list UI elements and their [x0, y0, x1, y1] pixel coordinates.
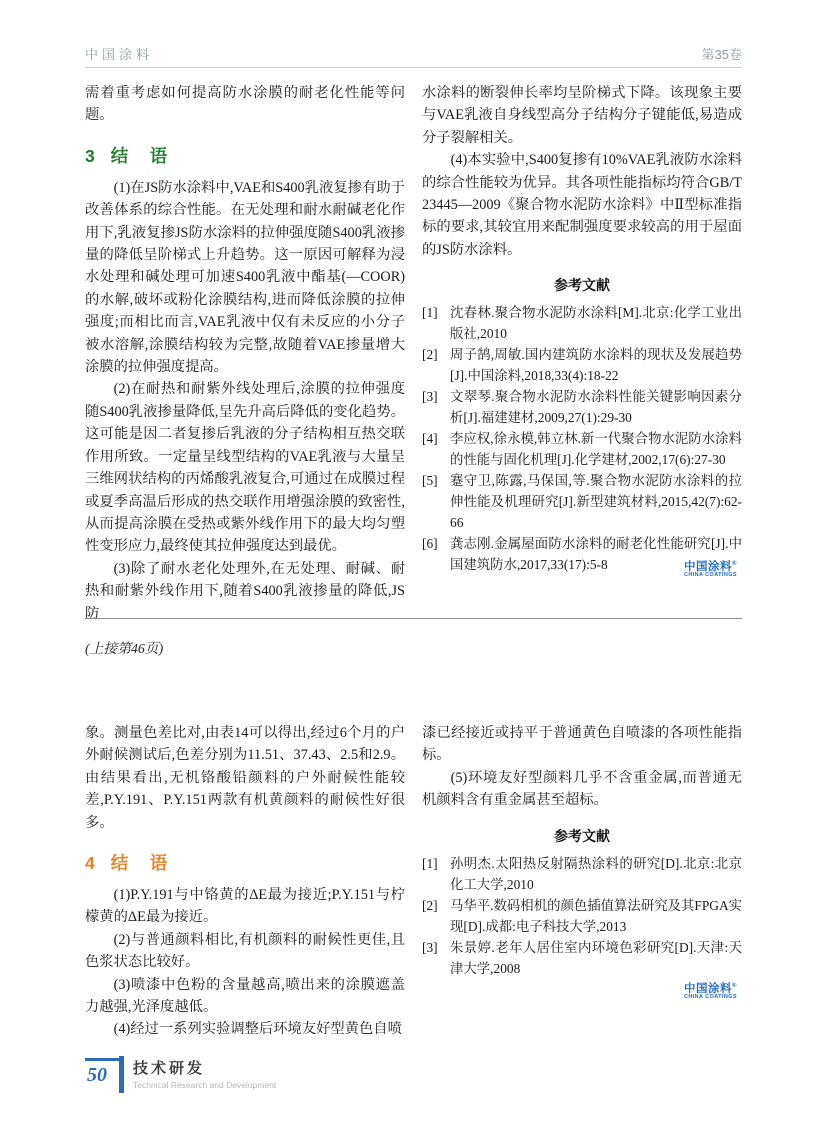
paragraph: (5)环境友好型颜料几乎不含重金属,而普通无机颜料含有重金属甚至超标。: [422, 769, 742, 809]
footer-section-title-en: Technical Research and Development: [133, 1079, 277, 1090]
paragraph: (4)经过一系列实验调整后环境友好型黄色自喷: [113, 1021, 402, 1038]
footer-section-title-cn: 技术研发: [133, 1060, 206, 1077]
reference-item: [422, 386, 742, 428]
references-title: 参考文献: [554, 829, 610, 845]
volume-label: 第35卷: [701, 47, 742, 62]
china-coatings-logo-subtext: CHINA COATINGS: [684, 572, 737, 579]
page-footer: [85, 1056, 276, 1093]
paragraph: (4)本实验中,S400复掺有10%VAE乳液防水涂料的综合性能较为优异。其各项性能指标均符合GB/T 23445—2009《聚合物水泥防水涂料》中Ⅱ型标准指标的要求,其较宜用来配制强度要求较高的用于屋面的JS防水涂料。: [422, 152, 742, 258]
reference-number: [1]: [422, 305, 438, 321]
reference-text: 李应权,徐永模,韩立林.新一代聚合物水泥防水涂料的性能与固化机理[J].化学建材,2002,17(6):27-30: [450, 431, 742, 468]
journal-name: 中国涂料: [85, 47, 154, 62]
reference-number: [2]: [422, 347, 438, 363]
article1-left-column: [85, 82, 405, 622]
china-coatings-logo-text: 中国涂料®: [684, 982, 737, 995]
section-heading-conclusion-3: [85, 143, 405, 168]
references-list: [422, 853, 742, 979]
paragraph: (3)喷漆中色粉的含量越高,喷出来的涂膜遮盖力越强,光泽度越低。: [85, 976, 405, 1016]
reference-item: [422, 344, 742, 386]
references-list: [422, 302, 742, 579]
reference-text: 龚志刚.金属屋面防水涂料的耐老化性能研究[J].中国建筑防水,2017,33(17):5-8: [450, 536, 742, 573]
article2-left-column: [85, 722, 405, 1038]
reference-item: [422, 895, 742, 937]
article-2: [85, 722, 743, 1038]
logo-row: [422, 983, 742, 1001]
reference-number: [6]: [422, 536, 438, 552]
reference-item: [422, 470, 742, 533]
article1-right-column: [422, 82, 742, 618]
article2-right-column: [422, 722, 742, 1022]
heading-number: 4: [85, 853, 95, 874]
reference-item: [422, 302, 742, 344]
registered-mark-icon: ®: [732, 982, 737, 989]
paragraph: 象。测量色差比对,由表14可以得出,经过6个月的户外耐候测试后,色差分别为11.51、37.43、2.5和2.9。由结果看出,无机铬酸铅颜料的户外耐候性能较差,P.Y.191、P.Y.151两款有机黄颜料的耐候性好很多。: [85, 725, 405, 831]
china-coatings-logo: [684, 561, 742, 579]
page-number: 50: [87, 1064, 107, 1086]
reference-number: [3]: [422, 939, 438, 955]
page-header: [85, 44, 742, 68]
reference-text: 沈春林.聚合物水泥防水涂料[M].北京:化学工业出版社,2010: [450, 305, 742, 342]
paragraph: (2)与普通颜料相比,有机颜料的耐候性更佳,且色浆状态比较好。: [85, 931, 405, 971]
section-heading-conclusion-4: [85, 850, 405, 875]
reference-number: [3]: [422, 389, 438, 405]
reference-text: 周子鹄,周敏.国内建筑防水涂料的现状及发展趋势[J].中国涂料,2018,33(4):18-22: [450, 347, 742, 384]
paragraph: 水涂料的断裂伸长率均呈阶梯式下降。该现象主要与VAE乳液自身线型高分子结构分子键能低,易造成分子裂解相关。: [422, 85, 742, 146]
registered-mark-icon: ®: [732, 561, 737, 568]
page-number-box: [85, 1058, 119, 1087]
heading-title: 结 语: [110, 145, 170, 166]
paragraph: (2)在耐热和耐紫外线处理后,涂膜的拉伸强度随S400乳液掺量降低,呈先升高后降低的变化趋势。这可能是因二者复掺后乳液的分子结构相互热交联作用所致。一定量呈线型结构的VAE乳液与大量呈三维网状结构的丙烯酸乳液复合,可通过在成膜过程或夏季高温后形成的热交联作用增强涂膜的致密性,从而提高涂膜在受热或紫外线作用下的最大均匀塑性变形应力,最终使其拉伸强度达到最优。: [85, 381, 405, 555]
article-divider-line: [85, 618, 742, 619]
paragraph: (3)除了耐水老化处理外,在无处理、耐碱、耐热和耐紫外线作用下,随着S400乳液掺量的降低,JS防: [85, 560, 405, 622]
paragraph: 漆已经接近或持平于普通黄色自喷漆的各项性能指标。: [422, 725, 742, 764]
reference-item: [422, 428, 742, 470]
footer-section-titles: [124, 1056, 276, 1090]
reference-text: 朱景婷.老年人居住室内环境色彩研究[D].天津:天津大学,2008: [450, 939, 742, 976]
reference-text: 文翠琴.聚合物水泥防水涂料性能关键影响因素分析[J].福建建材,2009,27(1):29-30: [450, 389, 742, 426]
reference-item: [422, 853, 742, 895]
references-title: 参考文献: [554, 279, 610, 295]
paragraph: (1)在JS防水涂料中,VAE和S400乳液复掺有助于改善体系的综合性能。在无处理和耐水耐碱老化作用下,乳液复掺JS防水涂料的拉伸强度随S400乳液掺量的降低呈阶梯式上升趋势。这一原因可解释为浸水处理和碱处理可加速S400乳液中酯基(—COOR)的水解,破坏或粉化涂膜结构,进而降低涂膜的拉伸强度;而相比而言,VAE乳液中仅有未反应的小分子被水溶解,涂膜结构较为完整,故随着VAE掺量增大涂膜的拉伸强度提高。: [85, 179, 405, 376]
article-1: [85, 82, 742, 622]
china-coatings-logo: [684, 983, 742, 1001]
china-coatings-logo-subtext: CHINA COATINGS: [684, 993, 737, 1000]
reference-number: [1]: [422, 855, 438, 871]
reference-number: [5]: [422, 473, 438, 489]
heading-title: 结 语: [110, 853, 170, 874]
reference-text: 蹇守卫,陈露,马保国,等.聚合物水泥防水涂料的拉伸性能及机理研究[J].新型建筑材料,2015,42(7):62-66: [450, 473, 742, 531]
reference-text: 马华平.数码相机的颜色插值算法研究及其FPGA实现[D].成都:电子科技大学,2013: [450, 897, 743, 934]
reference-item: [422, 937, 742, 979]
paragraph: 需着重考虑如何提高防水涂膜的耐老化性能等问题。: [85, 85, 405, 124]
reference-text: 孙明杰.太阳热反射隔热涂料的研究[D].北京:北京化工大学,2010: [450, 855, 742, 892]
china-coatings-logo-text: 中国涂料®: [684, 561, 737, 574]
heading-number: 3: [85, 145, 95, 166]
paragraph: (1)P.Y.191与中铬黄的ΔE最为接近;P.Y.151与柠檬黄的ΔE最为接近。: [85, 887, 405, 926]
continued-from-page-note: (上接第46页): [85, 641, 164, 656]
reference-number: [4]: [422, 431, 438, 447]
reference-number: [2]: [422, 897, 438, 913]
